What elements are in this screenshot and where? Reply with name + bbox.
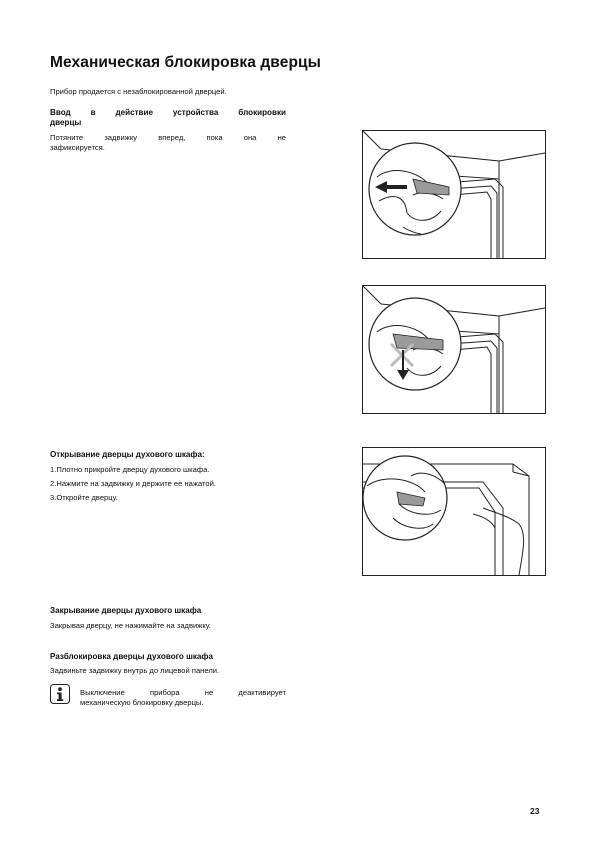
open-heading: Открывание дверцы духового шкафа: (50, 450, 205, 459)
activate-heading-line1: Ввод в действие устройства блокировки (50, 108, 286, 117)
note-text-line1: Выключение прибора не деактивирует (80, 688, 286, 697)
figure-latch-not-pushed (362, 285, 546, 414)
open-step: 2.Нажмите на задвижку и держите ее нажатой. (50, 479, 216, 488)
activate-text (50, 133, 286, 153)
illustration-hand-opening-door (363, 448, 545, 575)
note-text-line2: механическую блокировку дверцы. (80, 698, 204, 707)
intro-text: Прибор продается с незаблокированной дверцей. (50, 87, 227, 96)
open-step: 1.Плотно прикройте дверцу духового шкафа. (50, 465, 210, 474)
close-heading: Закрывание дверцы духового шкафа (50, 606, 202, 615)
page-number: 23 (530, 806, 540, 816)
activate-text-line1: Потяните задвижку вперед, пока она не (50, 133, 286, 142)
close-text: Закрывая дверцу, не нажимайте на задвижку. (50, 621, 211, 630)
figure-open-door (362, 447, 546, 576)
unlock-text: Задвиньте задвижку внутрь до лицевой панели. (50, 666, 220, 675)
note-text (80, 688, 286, 708)
unlock-heading: Разблокировка дверцы духового шкафа (50, 652, 214, 661)
illustration-pull-latch (363, 131, 545, 258)
info-icon (50, 684, 70, 704)
figure-activate-lock (362, 130, 546, 259)
open-step: 3.Откройте дверцу. (50, 493, 118, 502)
illustration-latch-crossed (363, 286, 545, 413)
activate-heading-line2: дверцы (50, 118, 82, 127)
activate-heading (50, 108, 286, 128)
activate-text-line2: зафиксируется. (50, 143, 105, 152)
page-title: Механическая блокировка дверцы (50, 54, 321, 71)
